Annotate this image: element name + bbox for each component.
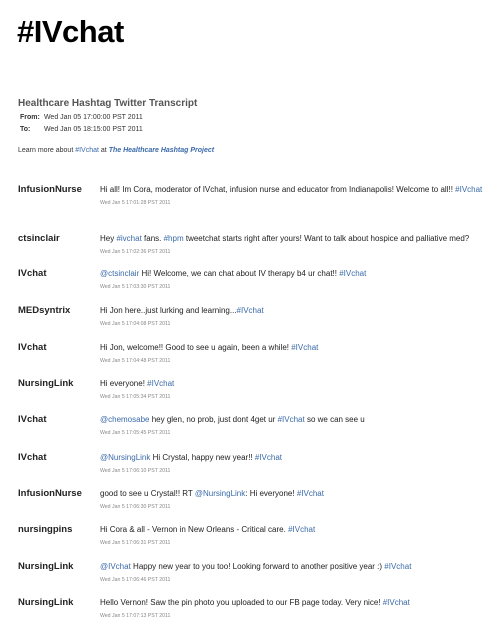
tweet-text-segment: fans. [141,234,164,243]
tweet-body [100,414,490,439]
tweet-timestamp: Wed Jan 5 17:06:10 PST 2011 [100,468,171,474]
tweet-body [100,342,490,367]
tweet-username[interactable]: NursingLink [18,597,74,608]
tweet-text-segment: Hey [100,234,117,243]
tweet-body [100,233,490,258]
hashtag-link[interactable]: #ivchat [116,234,142,243]
tweet-timestamp: Wed Jan 5 17:02:36 PST 2011 [100,249,171,255]
tweet-body [100,452,490,477]
hashtag-link[interactable]: #IVchat [296,489,324,498]
tweet-text [100,305,490,317]
tweet-username[interactable]: IVchat [18,414,47,425]
tweet-username[interactable]: NursingLink [18,561,74,572]
tweet-timestamp: Wed Jan 5 17:03:30 PST 2011 [100,284,171,290]
tweet-text-segment: Hi Cora & all - Vernon in New Orleans - Critical care. [100,525,289,534]
tweet-text [100,184,490,196]
from-label: From: [20,114,40,121]
tweet-body [100,561,490,586]
tweet-body [100,268,490,293]
tweet-text-segment: Hi all! Im Cora, moderator of IVchat, infusion nurse and educator from Indianapolis! Welcome to all!! [100,185,456,194]
tweet-text-segment: tweetchat starts right after yours! Want to talk about hospice and palliative med? [183,234,470,243]
hashtag-link[interactable]: #IVchat [384,562,412,571]
learn-mid: at [98,147,109,154]
tweet-text-segment: Hello Vernon! Saw the pin photo you uploaded to our FB page today. Very nice! [100,598,383,607]
tweet-body [100,378,490,403]
transcript-subtitle: Healthcare Hashtag Twitter Transcript [18,98,198,109]
tweet-username[interactable]: IVchat [18,452,47,463]
tweet-text [100,524,490,536]
learn-more-line [18,147,214,154]
tweet-username[interactable]: IVchat [18,268,47,279]
mention-link[interactable]: @IVchat [100,562,131,571]
tweet-text [100,378,490,390]
tweet-text [100,561,490,573]
tweet-text [100,488,490,500]
hashtag-project-link[interactable]: The Healthcare Hashtag Project [108,147,215,154]
tweet-timestamp: Wed Jan 5 17:06:30 PST 2011 [100,504,171,510]
tweet-text-segment: Hi! Welcome, we can chat about IV therapy b4 ur chat!! [139,269,340,278]
tweet-text-segment: Hi Jon, welcome!! Good to see u again, been a while! [100,343,292,352]
to-value: Wed Jan 05 18:15:00 PST 2011 [43,126,143,133]
tweet-text-segment: so we can see u [304,415,365,424]
hashtag-link[interactable]: #IVchat [236,306,264,315]
to-row [20,126,143,133]
tweet-timestamp: Wed Jan 5 17:04:48 PST 2011 [100,358,171,364]
tweet-text-segment: Hi Jon here..just lurking and learning... [100,306,237,315]
tweet-text [100,452,490,464]
tweet-username[interactable]: NursingLink [18,378,74,389]
mention-link[interactable]: @NursingLink [100,453,151,462]
tweet-text [100,414,490,426]
to-label: To: [20,126,31,133]
learn-hashtag-link[interactable]: #IVchat [75,147,99,154]
tweet-body [100,597,490,622]
hashtag-link[interactable]: #IVchat [277,415,305,424]
tweet-username[interactable]: InfusionNurse [18,184,82,195]
tweet-body [100,488,490,513]
tweet-text [100,233,490,245]
tweet-text [100,597,490,609]
hashtag-link[interactable]: #IVchat [254,453,282,462]
tweet-body [100,524,490,549]
tweet-timestamp: Wed Jan 5 17:06:31 PST 2011 [100,540,171,546]
tweet-text-segment: : Hi everyone! [245,489,297,498]
tweet-text-segment: Happy new year to you too! Looking forward to another positive year :) [130,562,385,571]
tweet-timestamp: Wed Jan 5 17:05:34 PST 2011 [100,394,171,400]
tweet-username[interactable]: nursingpins [18,524,73,535]
tweet-username[interactable]: ctsinclair [18,233,60,244]
mention-link[interactable]: @NursingLink [194,489,246,498]
hashtag-link[interactable]: #IVchat [288,525,316,534]
mention-link[interactable]: @ctsinclair [100,269,140,278]
tweet-username[interactable]: InfusionNurse [18,488,82,499]
hashtag-link[interactable]: #IVchat [291,343,319,352]
hashtag-link[interactable]: #IVchat [382,598,410,607]
tweet-body [100,184,490,209]
mention-link[interactable]: @chemosabe [100,415,150,424]
from-row [20,114,143,121]
tweet-text-segment: Hi Crystal, happy new year!! [150,453,255,462]
tweet-timestamp: Wed Jan 5 17:06:46 PST 2011 [100,577,171,583]
tweet-timestamp: Wed Jan 5 17:05:45 PST 2011 [100,430,171,436]
hashtag-link[interactable]: #IVchat [455,185,483,194]
tweet-username[interactable]: IVchat [18,342,47,353]
tweet-body [100,305,490,330]
tweet-text [100,268,490,280]
hashtag-link[interactable]: #hpm [163,234,184,243]
tweet-timestamp: Wed Jan 5 17:01:28 PST 2011 [100,200,171,206]
tweet-timestamp: Wed Jan 5 17:07:13 PST 2011 [100,613,171,619]
tweet-username[interactable]: MEDsyntrix [18,305,71,316]
from-value: Wed Jan 05 17:00:00 PST 2011 [43,114,143,121]
page-title: #IVchat [17,14,124,49]
tweet-text-segment: good to see u Crystal!! RT [100,489,195,498]
hashtag-link[interactable]: #IVchat [147,379,175,388]
hashtag-link[interactable]: #IVchat [339,269,367,278]
tweet-text [100,342,490,354]
tweet-text-segment: Hi everyone! [100,379,148,388]
learn-prefix: Learn more about [18,147,76,154]
tweet-timestamp: Wed Jan 5 17:04:08 PST 2011 [100,321,171,327]
tweet-text-segment: hey glen, no prob, just dont 4get ur [149,415,278,424]
